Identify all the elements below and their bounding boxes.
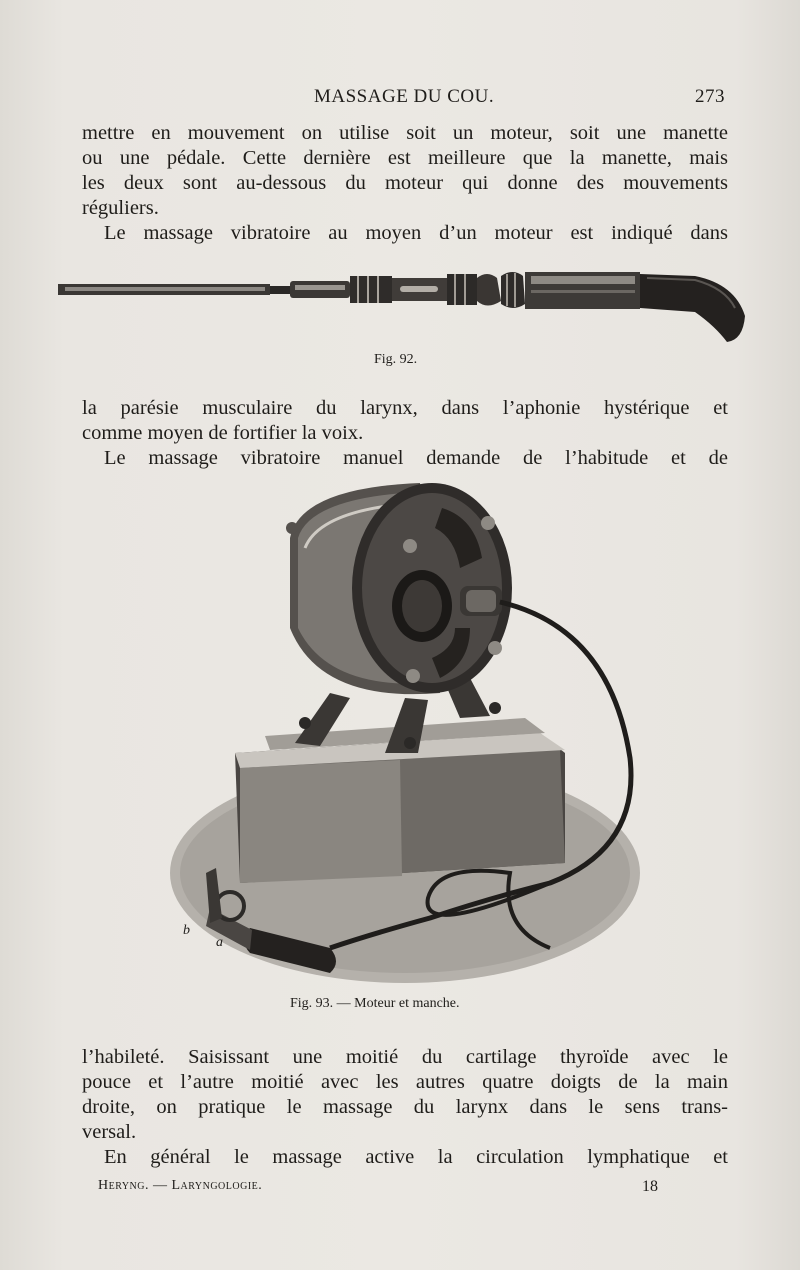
figure-92-caption: Fig. 92.	[374, 352, 418, 367]
text-line: En général le massage active la circulation lymphatique et	[104, 1146, 728, 1168]
figure-93-label-b: b	[183, 923, 190, 938]
figure-93-motor-illustration	[170, 478, 650, 988]
footer-running-title: Heryng. — Laryngologie.	[98, 1178, 263, 1193]
text-line: comme moyen de fortifier la voix.	[82, 422, 364, 444]
figure-92-vibrator-handle	[55, 268, 750, 350]
text-line: pouce et l’autre moitié avec les autres quatre doigts de la main	[82, 1071, 728, 1093]
text-line: réguliers.	[82, 197, 159, 219]
text-line: ou une pédale. Cette dernière est meilleure que la manette, mais	[82, 147, 728, 169]
text-line: mettre en mouvement on utilise soit un moteur, soit une manette	[82, 122, 728, 144]
running-header	[82, 86, 727, 110]
paragraph-2	[82, 396, 728, 471]
text-line: Le massage vibratoire manuel demande de l’habitude et de	[104, 447, 728, 469]
signature-mark: 18	[642, 1178, 658, 1195]
paragraph-3	[82, 1045, 728, 1170]
text-line: la parésie musculaire du larynx, dans l’aphonie hystérique et	[82, 397, 728, 419]
page-number: 273	[695, 86, 725, 107]
figure-93-label-a: a	[216, 935, 223, 950]
text-line: les deux sont au-dessous du moteur qui donne des mouvements	[82, 172, 728, 194]
text-line: droite, on pratique le massage du larynx dans le sens trans-	[82, 1096, 728, 1118]
header-title: MASSAGE DU COU.	[314, 86, 495, 107]
text-line: l’habileté. Saisissant une moitié du cartilage thyroïde avec le	[82, 1046, 728, 1068]
text-line: versal.	[82, 1121, 137, 1143]
figure-93-caption: Fig. 93. — Moteur et manche.	[290, 996, 460, 1011]
text-line: Le massage vibratoire au moyen d’un moteur est indiqué dans	[104, 222, 728, 244]
paragraph-1	[82, 121, 728, 246]
